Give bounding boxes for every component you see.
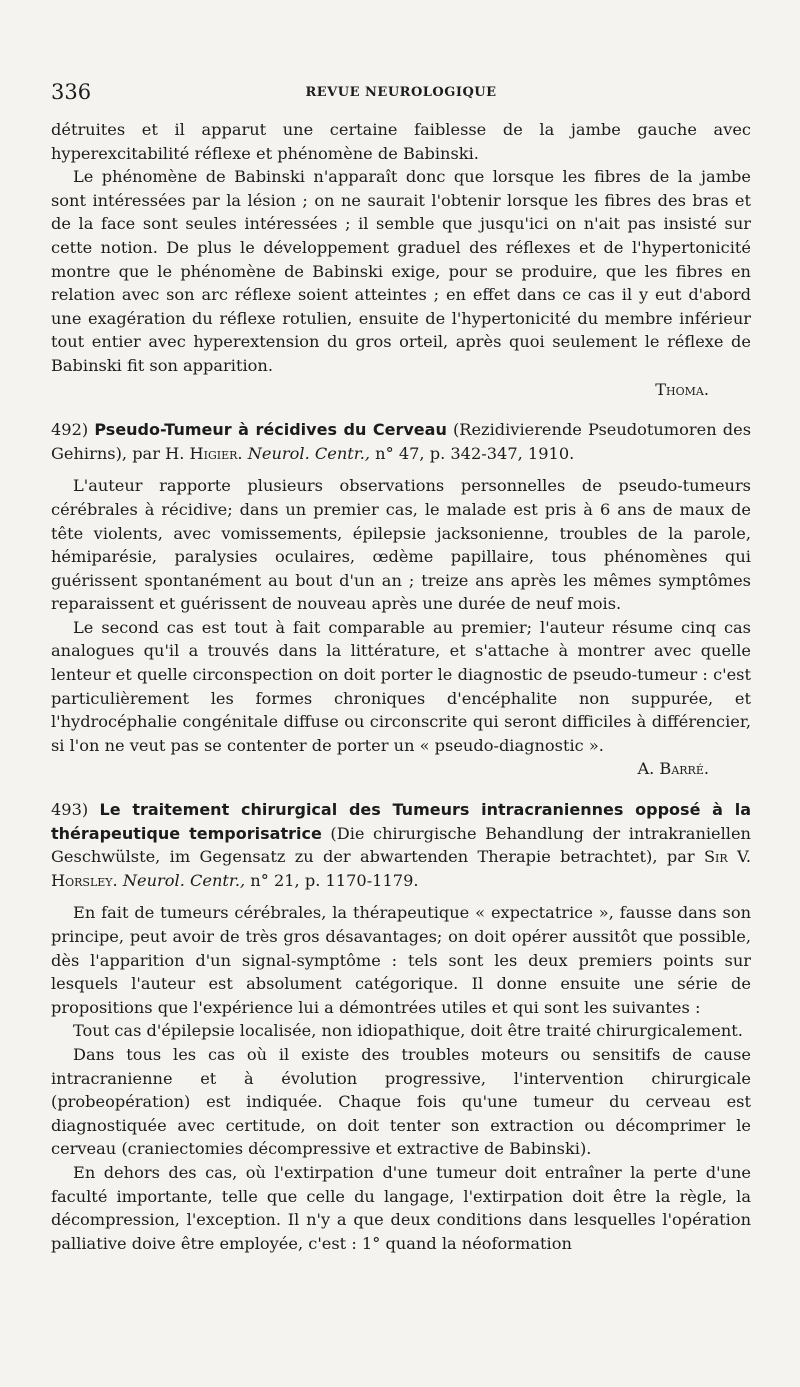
reference: n° 21, p. 1170-1179. bbox=[250, 870, 419, 890]
article-heading-493 bbox=[51, 798, 751, 892]
paragraph: Le second cas est tout à fait comparable au premier; l'auteur résume cinq cas analogues qu'il a trouvés dans la littérature, et s'attache à montrer avec quelle lenteur et quelle circonspection on doit porter le diagnostic de pseudo-tumeur : c'est particulièrement les formes chroniques d'encéphalite non suppurée, et l'hydrocéphalie congénitale diffuse ou circonscrite qui seront difficiles à différencier, si l'on ne veut pas se contenter de porter un « pseudo-diagnostic ». bbox=[51, 617, 751, 755]
article-heading-492 bbox=[51, 418, 751, 465]
paragraph: En dehors des cas, où l'extirpation d'une tumeur doit entraîner la perte d'une faculté importante, telle que celle du langage, l'extirpation doit être la règle, la décompression, l'exception. Il n'y a que deux conditions dans lesquelles l'opération palliative doive être employée, c'est : 1° quand la néoformation bbox=[51, 1162, 751, 1253]
author: H. Higier. bbox=[165, 443, 243, 463]
running-title: REVUE NEUROLOGIQUE bbox=[305, 85, 497, 100]
paragraph: Le phénomène de Babinski n'apparaît donc que lorsque les fibres de la jambe sont intéressées par la lésion ; on ne saurait l'obtenir lorsque les fibres des bras et de la face sont seules intéressées ; il semble que jusqu'ici on n'ait pas insisté sur cette notion. De plus le développement graduel des réflexes et de l'hypertonicité montre que le phénomène de Babinski exige, pour se produire, que les fibres en relation avec son arc réflexe soient atteintes ; en effet dans ce cas il y eut d'abord une exagération du réflexe rotulien, ensuite de l'hypertonicité du membre inférieur tout entier avec hyperextension du gros orteil, après quoi seulement le réflexe de Babinski fit son apparition. bbox=[51, 167, 751, 375]
original-title: (Rezidivierende Pseudotumoren des Gehirns), par bbox=[51, 420, 752, 463]
author: Sir V. Horsley. bbox=[51, 847, 751, 890]
reference: n° 47, p. 342-347, 1910. bbox=[375, 443, 575, 463]
paragraph: détruites et il apparut une certaine faiblesse de la jambe gauche avec hyperexcitabilité réflexe et phénomène de Babinski. bbox=[51, 120, 751, 163]
signature: A. Barré. bbox=[637, 759, 709, 779]
page-header bbox=[51, 80, 751, 104]
paragraph: En fait de tumeurs cérébrales, la thérapeutique « expectatrice », fausse dans son principe, peut avoir de très gros désavantages; on doit opérer aussitôt que possible, dès l'apparition d'un signal-symptôme : tels sont les deux premiers points sur lesquels l'auteur est absolument catégorique. Il donne ensuite une série de propositions que l'expérience lui a démontrées utiles et qui sont les suivantes : bbox=[51, 903, 751, 1017]
body-text bbox=[51, 118, 751, 1255]
journal: Neurol. Centr., bbox=[122, 870, 246, 890]
page-number: 336 bbox=[51, 80, 92, 104]
signature: Thoma. bbox=[655, 379, 709, 399]
article-title: Pseudo-Tumeur à récidives du Cerveau bbox=[94, 420, 447, 440]
paragraph: Dans tous les cas où il existe des troubles moteurs ou sensitifs de cause intracranienne et à évolution progressive, l'intervention chirurgicale (probeopération) est indiquée. Chaque fois qu'une tumeur du cerveau est diagnostiquée avec certitude, on doit tenter son extraction ou décomprimer le cerveau (craniectomies décompressive et extractive de Babinski). bbox=[51, 1044, 751, 1159]
article-title: Le traitement chirurgical des Tumeurs intracraniennes opposé à la thérapeutique temporisatrice bbox=[51, 800, 751, 843]
paragraph: L'auteur rapporte plusieurs observations personnelles de pseudo-tumeurs cérébrales à récidive; dans un premier cas, le malade est pris à 6 ans de maux de tête violents, avec vomissements, épilepsie jacksonienne, troubles de la parole, hémiparésie, paralysies oculaires, œdème papillaire, tous phénomènes qui guérissent spontanément au bout d'un an ; treize ans après les mêmes symptômes reparaissent et guérissent de nouveau après une durée de neuf mois. bbox=[51, 476, 751, 614]
journal: Neurol. Centr., bbox=[247, 443, 371, 463]
paragraph: Tout cas d'épilepsie localisée, non idiopathique, doit être traité chirurgicalement. bbox=[73, 1021, 743, 1041]
article-number: 492) bbox=[51, 420, 89, 440]
original-title: (Die chirurgische Behandlung der intrakraniellen Geschwülste, im Gegensatz zu der abwartenden Therapie betrachtet), par bbox=[51, 823, 751, 867]
article-number: 493) bbox=[51, 800, 89, 820]
